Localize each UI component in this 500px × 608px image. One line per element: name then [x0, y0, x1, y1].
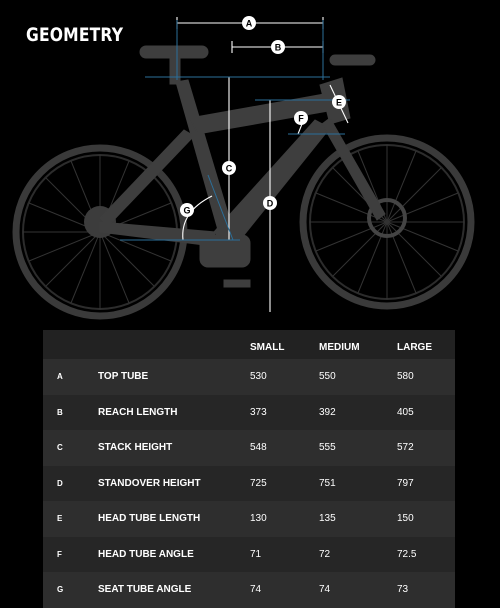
value-small: 530 [250, 371, 267, 383]
value-large: 73 [397, 584, 409, 596]
row-id: F [57, 549, 62, 559]
marker-c [222, 161, 236, 175]
marker-a [242, 16, 256, 30]
value-large: 72.5 [397, 548, 417, 560]
value-small: 71 [250, 548, 262, 560]
row-label: REACH LENGTH [98, 406, 178, 418]
column-header-large: LARGE [397, 342, 432, 354]
value-large: 150 [397, 513, 414, 525]
value-small: 725 [250, 477, 267, 489]
value-small: 130 [250, 513, 267, 525]
value-large: 405 [397, 406, 414, 418]
front-wheel [303, 138, 471, 306]
marker-d [263, 196, 277, 210]
column-header-medium: MEDIUM [319, 342, 360, 354]
value-small: 74 [250, 584, 262, 596]
value-small: 548 [250, 442, 267, 454]
table-row [43, 466, 455, 502]
value-medium: 72 [319, 548, 331, 560]
svg-text:A: A [245, 18, 253, 29]
value-large: 580 [397, 371, 414, 383]
page-title: GEOMETRY [26, 24, 124, 46]
row-label: HEAD TUBE LENGTH [98, 513, 201, 525]
marker-b [271, 40, 285, 54]
row-id: G [57, 585, 64, 595]
row-id: E [57, 514, 63, 524]
svg-text:B: B [274, 42, 282, 53]
row-label: SEAT TUBE ANGLE [98, 584, 192, 596]
row-id: B [57, 407, 63, 417]
value-medium: 392 [319, 406, 336, 418]
value-small: 373 [250, 406, 267, 418]
row-label: HEAD TUBE ANGLE [98, 548, 194, 560]
value-medium: 555 [319, 442, 336, 454]
value-large: 797 [397, 477, 414, 489]
geometry-table [43, 330, 455, 600]
table-row [43, 501, 455, 537]
row-label: STACK HEIGHT [98, 442, 173, 454]
table-row [43, 430, 455, 466]
marker-e [332, 95, 346, 109]
marker-g [180, 203, 194, 217]
row-id: D [57, 478, 63, 488]
column-header-small: SMALL [250, 342, 285, 354]
table-row [43, 395, 455, 431]
marker-f [294, 111, 308, 125]
value-medium: 550 [319, 371, 336, 383]
row-label: TOP TUBE [98, 371, 149, 383]
svg-text:G: G [183, 205, 191, 216]
row-id: A [57, 372, 63, 382]
value-medium: 751 [319, 477, 336, 489]
table-row [43, 537, 455, 573]
bike-frame [100, 46, 385, 287]
svg-text:D: D [266, 198, 274, 209]
svg-text:E: E [335, 97, 343, 108]
svg-text:F: F [298, 113, 304, 124]
value-large: 572 [397, 442, 414, 454]
row-label: STANDOVER HEIGHT [98, 477, 201, 489]
value-medium: 74 [319, 584, 331, 596]
svg-text:C: C [225, 163, 233, 174]
table-row [43, 572, 455, 608]
table-row [43, 359, 455, 395]
value-medium: 135 [319, 513, 336, 525]
row-id: C [57, 443, 63, 453]
